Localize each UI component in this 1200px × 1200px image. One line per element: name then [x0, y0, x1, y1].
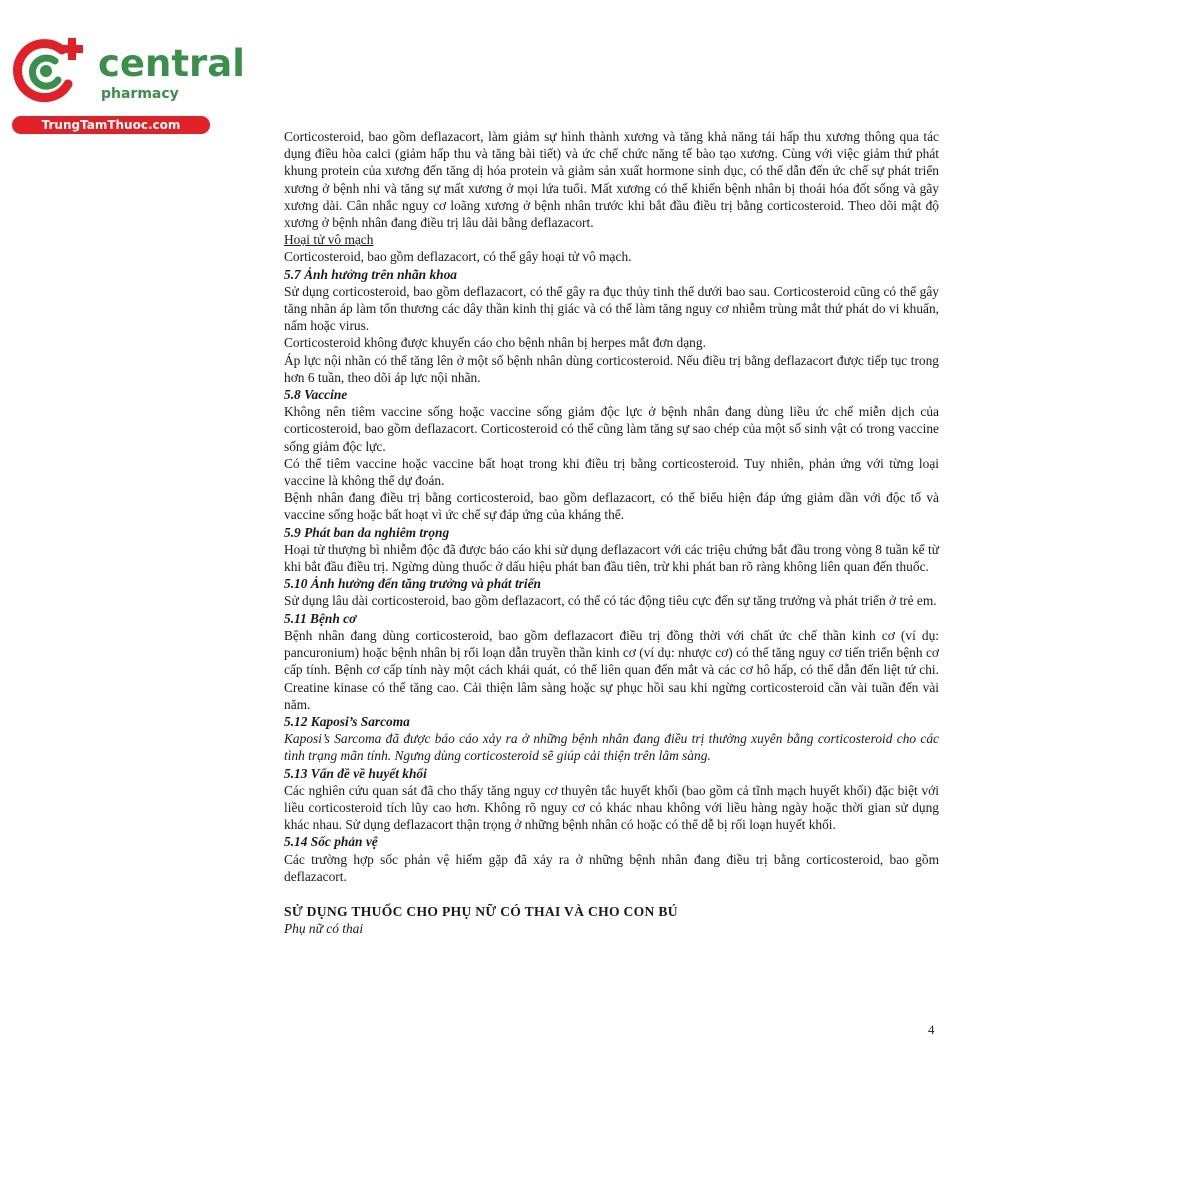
- section-heading: 5.7 Ảnh hưởng trên nhãn khoa: [284, 266, 457, 282]
- italic-paragraph: Kaposi’s Sarcoma đã được báo cáo xảy ra ở những bệnh nhân đang điều trị thường xuyên bằng corticosteroid cho các tình trạng mãn tính. Ngưng dùng corticosteroid sẽ giúp cải thiện trên lâm sàng.: [284, 731, 939, 764]
- paragraph: Corticosteroid, bao gồm deflazacort, có thể gây hoại tử vô mạch.: [284, 249, 632, 265]
- logo-subtitle: pharmacy: [101, 86, 179, 102]
- paragraph: Bệnh nhân đang điều trị bằng corticosteroid, bao gồm deflazacort, có thể biểu hiện đáp ứng giảm dần với độc tố và vaccine sống hoặc bất hoạt vì ức chế sự đáp ứng của kháng thể.: [284, 490, 939, 523]
- section-heading: 5.11 Bệnh cơ: [284, 610, 357, 626]
- paragraph: Corticosteroid, bao gồm deflazacort, làm giảm sự hình thành xương và tăng khả năng tái hấp thu xương thông qua tác dụng điều hòa calci (giảm hấp thu và tăng bài tiết) và ức chế chức năng tế bào tạo xương. Cùng với việc giảm thứ phát khung protein của xương đến tăng dị hóa protein và giảm sản xuất hormone sinh dục, có thể dẫn đến ức chế sự phát triển xương ở bệnh nhi và tăng sự mất xương ở mọi lứa tuổi. Mất xương có thể khiến bệnh nhân bị thoái hóa đốt sống và gãy xương dài. Cân nhắc nguy cơ loãng xương ở bệnh nhân trước khi bắt đầu điều trị bằng corticosteroid. Theo dõi mật độ xương ở bệnh nhân đang điều trị lâu dài bằng deflazacort.: [284, 129, 939, 231]
- paragraph: Không nên tiêm vaccine sống hoặc vaccine sống giảm độc lực ở bệnh nhân đang dùng liều ức chế miễn dịch của corticosteroid, bao gồm deflazacort. Corticosteroid có thể cũng làm tăng sự sao chép của một số sinh vật có trong vaccine sống giảm độc lực.: [284, 404, 939, 454]
- paragraph: Bệnh nhân đang dùng corticosteroid, bao gồm deflazacort điều trị đồng thời với chất ức chế thần kinh cơ (ví dụ: pancuronium) hoặc bệnh nhân bị rối loạn dẫn truyền thần kinh cơ (ví dụ: nhược cơ) có thể tăng nguy cơ tiến triển bệnh cơ cấp tính. Bệnh cơ cấp tính này một cách khái quát, có thể liên quan đến mắt và các cơ hô hấp, có thể dẫn đến liệt tứ chi. Creatine kinase có thể tăng cao. Cải thiện lâm sàng hoặc sự phục hồi sau khi ngừng corticosteroid cần vài tuần đến vài năm.: [284, 627, 939, 712]
- section-heading: 5.10 Ảnh hưởng đến tăng trưởng và phát triển: [284, 576, 542, 592]
- section-heading: 5.8 Vaccine: [284, 387, 348, 403]
- paragraph: Áp lực nội nhãn có thể tăng lên ở một số bệnh nhân dùng corticosteroid. Nếu điều trị bằng deflazacort được tiếp tục trong hơn 6 tuần, theo dõi áp lực nội nhãn.: [284, 352, 939, 385]
- page-number: 4: [928, 1022, 935, 1037]
- section-heading: 5.12 Kaposi’s Sarcoma: [284, 713, 410, 729]
- central-pharmacy-logo: [10, 36, 245, 136]
- logo-website-bar: TrungTamThuoc.com: [12, 116, 210, 134]
- paragraph: Sử dụng corticosteroid, bao gồm deflazacort, có thể gây ra đục thủy tinh thể dưới bao sau. Corticosteroid cũng có thể gây tăng nhãn áp làm tổn thương các dây thần kinh thị giác và có thể làm tăng nguy cơ nhiễm trùng mắt thứ phát do vi khuẩn, nấm hoặc virus.: [284, 283, 939, 334]
- paragraph: Corticosteroid không được khuyến cáo cho bệnh nhân bị herpes mắt đơn dạng.: [284, 335, 706, 351]
- pharmacy-cross-logo-icon: [10, 36, 92, 106]
- document-body: [284, 128, 939, 937]
- logo-name: central: [98, 42, 245, 85]
- paragraph: Các nghiên cứu quan sát đã cho thấy tăng nguy cơ thuyên tắc huyết khối (bao gồm cả tĩnh mạch huyết khối) đặc biệt với liều corticosteroid tích lũy cao hơn. Không rõ nguy cơ có khác nhau không với liều hàng ngày hoặc thời gian sử dụng khác nhau. Sử dụng deflazacort thận trọng ở những bệnh nhân có hoặc có thể dễ bị rối loạn huyết khối.: [284, 782, 939, 833]
- section-heading: 5.9 Phát ban da nghiêm trọng: [284, 524, 450, 540]
- chapter-heading: SỬ DỤNG THUỐC CHO PHỤ NỮ CÓ THAI VÀ CHO CON BÚ: [284, 903, 678, 919]
- section-heading: 5.13 Vấn đề về huyết khối: [284, 765, 427, 781]
- paragraph: Sử dụng lâu dài corticosteroid, bao gồm deflazacort, có thể có tác động tiêu cực đến sự tăng trưởng và phát triển ở trẻ em.: [284, 593, 937, 609]
- section-heading: 5.14 Sốc phản vệ: [284, 834, 378, 850]
- paragraph: Hoại tử thượng bì nhiễm độc đã được báo cáo khi sử dụng deflazacort với các triệu chứng bắt đầu trong vòng 8 tuần kể từ khi bắt đầu điều trị. Ngừng dùng thuốc ở dấu hiệu phát ban đầu tiên, trừ khi phát ban rõ ràng không liên quan đến thuốc.: [284, 541, 939, 575]
- paragraph: Các trường hợp sốc phản vệ hiếm gặp đã xảy ra ở những bệnh nhân đang điều trị bằng corticosteroid, bao gồm deflazacort.: [284, 851, 939, 884]
- italic-paragraph: Phụ nữ có thai: [284, 921, 364, 937]
- paragraph: Có thể tiêm vaccine hoặc vaccine bất hoạt trong khi điều trị bằng corticosteroid. Tuy nhiên, phản ứng với từng loại vaccine là không thể dự đoán.: [284, 455, 939, 489]
- subheading: Hoại tử vô mạch: [284, 232, 374, 248]
